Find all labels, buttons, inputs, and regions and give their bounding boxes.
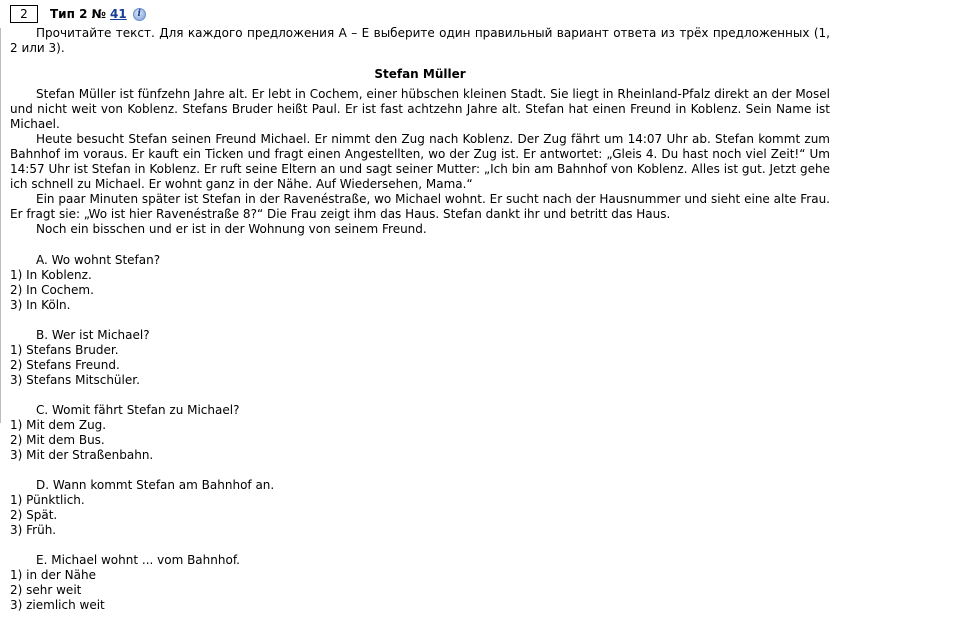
answer-option: 1) in der Nähe — [10, 568, 96, 582]
question-a — [10, 253, 830, 313]
text-paragraph: Noch ein bisschen und er ist in der Wohnung von seinem Freund. — [36, 222, 427, 236]
question-b — [10, 328, 830, 388]
answer-option: 3) Stefans Mitschüler. — [10, 373, 140, 387]
answer-option: 2) Mit dem Bus. — [10, 433, 105, 447]
text-paragraph: Heute besucht Stefan seinen Freund Michael. Er nimmt den Zug nach Koblenz. Der Zug fährt um 14:07 Uhr ab. Stefan kommt zum Bahnhof im voraus. Er kauft ein Ticken und fragt einen Angestellten, wo der Zug ist. Er antwortet: „Gleis 4. Du hast noch viel Zeit!“ Um 14:57 Uhr ist Stefan in Koblenz. Er ruft seine Eltern an und sagt seiner Mutter: „Ich bin am Bahnhof von Koblenz. Alles ist gut. Jetzt gehe ich schnell zu Michael. Er wohnt ganz in der Nähe. Auf Wiedersehen, Mama.“ — [10, 132, 830, 191]
question-list — [10, 253, 830, 613]
question-d — [10, 478, 830, 538]
answer-option: 1) In Koblenz. — [10, 268, 92, 282]
text-title: Stefan Müller — [374, 67, 466, 81]
task-id-link[interactable]: 41 — [110, 6, 127, 21]
answer-option: 3) Mit der Straßenbahn. — [10, 448, 154, 462]
question-c — [10, 403, 830, 463]
answer-option: 2) Spät. — [10, 508, 58, 522]
answer-option: 2) Stefans Freund. — [10, 358, 120, 372]
reading-text — [10, 87, 830, 237]
answer-option: 1) Mit dem Zug. — [10, 418, 107, 432]
task-type-label: Тип 2 № — [50, 6, 107, 21]
answer-option: 3) In Köln. — [10, 298, 71, 312]
task-instruction: Прочитайте текст. Для каждого предложения А – Е выберите один правильный вариант ответа из трёх предложенных (1, 2 или 3). — [10, 26, 830, 55]
answer-option: 1) Pünktlich. — [10, 493, 85, 507]
question-title: B. Wer ist Michael? — [36, 328, 150, 342]
answer-option: 2) In Cochem. — [10, 283, 94, 297]
answer-option: 3) ziemlich weit — [10, 598, 105, 612]
info-icon[interactable]: i — [133, 8, 146, 21]
task-header — [10, 4, 146, 24]
text-paragraph: Ein paar Minuten später ist Stefan in der Ravenéstraße, wo Michael wohnt. Er sucht nach der Hausnummer und sieht eine alte Frau. Er fragt sie: „Wo ist hier Ravenéstraße 8?“ Die Frau zeigt ihm das Haus. Stefan dankt ihr und betritt das Haus. — [10, 192, 830, 221]
task-number-box: 2 — [10, 5, 38, 23]
question-title: D. Wann kommt Stefan am Bahnhof an. — [36, 478, 275, 492]
question-title: E. Michael wohnt ... vom Bahnhof. — [36, 553, 240, 567]
question-e — [10, 553, 830, 613]
answer-option: 1) Stefans Bruder. — [10, 343, 119, 357]
answer-option: 3) Früh. — [10, 523, 57, 537]
question-title: C. Womit fährt Stefan zu Michael? — [36, 403, 240, 417]
left-divider — [0, 28, 1, 423]
answer-option: 2) sehr weit — [10, 583, 82, 597]
question-title: A. Wo wohnt Stefan? — [36, 253, 161, 267]
text-paragraph: Stefan Müller ist fünfzehn Jahre alt. Er lebt in Cochem, einer hübschen kleinen Stadt. Sie liegt in Rheinland-Pfalz direkt an der Mosel und nicht weit von Koblenz. Stefans Bruder heißt Paul. Er ist fast achtzehn Jahre alt. Stefan hat einen Freund in Koblenz. Sein Name ist Michael. — [10, 87, 830, 131]
task-content — [10, 26, 830, 628]
